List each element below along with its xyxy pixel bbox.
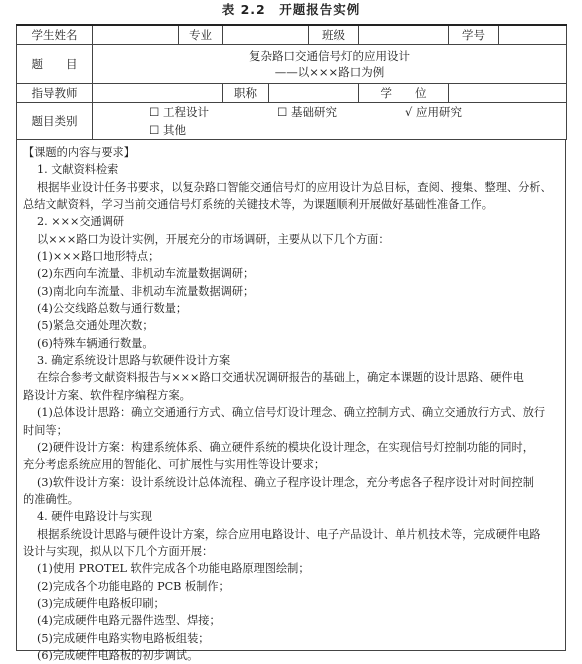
- category-label: 题目类别: [17, 103, 93, 140]
- checkbox-icon: ☐: [149, 105, 160, 119]
- rank-value[interactable]: [269, 84, 359, 103]
- content-line: (5)紧急交通处理次数；: [37, 319, 154, 333]
- content-line: (5)完成硬件电路实物电路板组装；: [37, 631, 210, 645]
- student-id-value[interactable]: [499, 25, 567, 45]
- content-line: (4)公交线路总数与通行数量；: [37, 302, 188, 316]
- content-heading: 【课题的内容与要求】: [23, 146, 135, 159]
- content-line: 根据毕业设计任务书要求，以复杂路口智能交通信号灯的应用设计为总目标，查阅、搜集、整理、分析、: [37, 180, 552, 194]
- category-options: [93, 103, 567, 140]
- content-line: (6)特殊车辆通行数量。: [37, 336, 154, 350]
- content-line: (4)完成硬件电路元器件选型、焊接；: [37, 614, 221, 628]
- advisor-value[interactable]: [93, 84, 223, 103]
- title-label: 题 目: [17, 45, 93, 84]
- title-line-1: 复杂路口交通信号灯的应用设计: [249, 49, 410, 63]
- option-basic-research[interactable]: ☐ 基础研究: [277, 105, 337, 119]
- content-line: 的准确性。: [23, 492, 79, 506]
- option-other[interactable]: ☐ 其他: [149, 123, 186, 137]
- content-line: 路设计方案、软件程序编程方案。: [23, 388, 191, 402]
- content-line: (6)完成硬件电路板的初步调试。: [37, 648, 199, 662]
- info-table: [16, 24, 567, 140]
- content-line: (3)南北向车流量、非机动车流量数据调研；: [37, 284, 255, 298]
- student-id-label: 学号: [449, 25, 499, 45]
- student-name-label: 学生姓名: [17, 25, 93, 45]
- checkbox-icon: ☐: [149, 123, 160, 137]
- content-line: (3)软件设计方案：设计系统设计总体流程、确立子程序设计理念，充分考虑各子程序设计对时间控制: [37, 475, 534, 489]
- content-line: 1. 文献资料检索: [37, 163, 119, 177]
- content-line: (1)×××路口地形特点；: [37, 250, 160, 264]
- title-value: [93, 45, 567, 84]
- option-applied-research[interactable]: √ 应用研究: [405, 105, 462, 119]
- proposal-form: [16, 24, 566, 662]
- degree-label: 学 位: [359, 84, 449, 103]
- class-label: 班级: [309, 25, 359, 45]
- content-line: 根据系统设计思路与硬件设计方案，综合应用电路设计、电子产品设计、单片机技术等，完成硬件电路: [37, 527, 541, 541]
- advisor-label: 指导教师: [17, 84, 93, 103]
- content-line: 时间等；: [23, 423, 68, 437]
- content-line: (2)东西向车流量、非机动车流量数据调研；: [37, 267, 255, 281]
- title-line-2: ——以×××路口为例: [274, 65, 385, 79]
- content-line: (2)完成各个功能电路的 PCB 板制作；: [37, 579, 230, 593]
- rank-label: 职称: [223, 84, 269, 103]
- content-line: 在综合参考文献资料报告与×××路口交通状况调研报告的基础上，确定本课题的设计思路、硬件电: [37, 371, 524, 385]
- content-line: 总结文献资料，学习当前交通信号灯系统的关键技术等，为课题顺利开展做好基础性准备工作。: [23, 198, 493, 212]
- checkbox-icon: ☐: [277, 105, 288, 119]
- option-engineering[interactable]: ☐ 工程设计: [149, 105, 209, 119]
- content-line: (1)总体设计思路：确立交通通行方式、确立信号灯设计理念、确立控制方式、确立交通放行方式、放行: [37, 406, 546, 420]
- checkmark-icon: √: [405, 105, 413, 119]
- content-line: 2. ×××交通调研: [37, 215, 125, 229]
- content-line: (3)完成硬件电路板印刷；: [37, 596, 165, 610]
- content-line: 以×××路口为设计实例，开展充分的市场调研，主要从以下几个方面：: [37, 232, 390, 246]
- content-line: 设计与实现，拟从以下几个方面开展：: [23, 544, 214, 558]
- class-value[interactable]: [359, 25, 449, 45]
- student-name-value[interactable]: [93, 25, 179, 45]
- major-value[interactable]: [223, 25, 309, 45]
- content-line: (2)硬件设计方案：构建系统体系、确立硬件系统的模块化设计理念，在实现信号灯控制功能的同时，: [37, 440, 534, 454]
- degree-value[interactable]: [449, 84, 567, 103]
- content-section: [16, 140, 566, 662]
- content-line: 充分考虑系统应用的智能化、可扩展性与实用性等设计要求；: [23, 458, 326, 472]
- content-line: 4. 硬件电路设计与实现: [37, 510, 152, 524]
- content-line: (1)使用 PROTEL 软件完成各个功能电路原理图绘制；: [37, 562, 310, 576]
- major-label: 专业: [179, 25, 223, 45]
- table-caption: 表 2.2 开题报告实例: [221, 2, 361, 17]
- content-line: 3. 确定系统设计思路与软硬件设计方案: [37, 354, 231, 368]
